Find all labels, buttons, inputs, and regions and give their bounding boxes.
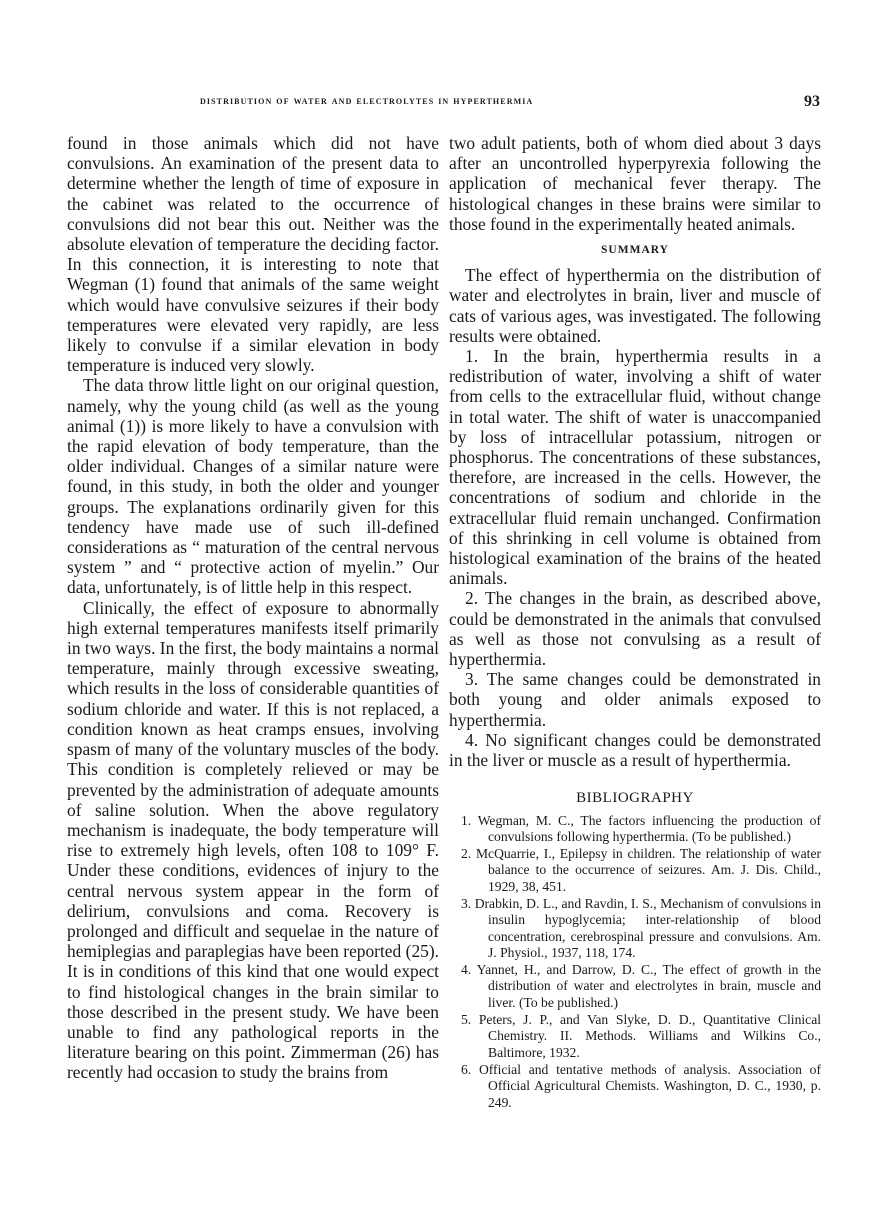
bibliography-entry: 4. Yannet, H., and Darrow, D. C., The effect of growth in the distribution of water and electrolytes in brain, muscle and liver. (To be published.) [461, 962, 821, 1010]
page-number: 93 [804, 93, 820, 110]
bibliography-entry: 3. Drabkin, D. L., and Ravdin, I. S., Mechanism of convulsions in insulin hypoglycemia; inter-relationship of blood concentration, cerebrospinal pressure and convulsions. Am. J. Physiol., 1937, 118, 174. [461, 895, 821, 960]
paragraph-clinical: Clinically, the effect of exposure to abnormally high external temperatures manifests itself primarily in two ways. In the first, the body maintains a normal temperature, mainly through excessive sweating, which results in the loss of considerable quantities of sodium chloride and water. If this is not replaced, a condition known as heat cramps ensues, involving spasm of many of the voluntary muscles of the body. This condition is completely relieved or may be prevented by the administration of adequate amounts of saline solution. When the above regulatory mechanism is inadequate, the body temperature will rise to extremely high levels, often 108 to 109° F. Under these conditions, evidences of injury to the central nervous system appear in the form of delirium, convulsions and coma. Recovery is prolonged and difficult and sequelae in the nature of hemiplegias and paraplegias have been reported (25). It is in conditions of this kind that one would expect to find histological changes in the brain similar to those described in the present study. We have been unable to find any pathological reports in the literature bearing on this point. Zimmerman (26) has recently had occasion to study the brains from [67, 597, 439, 1083]
summary-point: 2. The changes in the brain, as described above, could be demonstrated in the animals that convulsed as well as those not convulsing as a result of hyperthermia. [449, 588, 821, 670]
right-column [449, 133, 821, 1112]
bibliography-entry: 5. Peters, J. P., and Van Slyke, D. D., Quantitative Clinical Chemistry. II. Methods. Williams and Wilkins Co., Baltimore, 1932. [461, 1012, 821, 1060]
running-title: distribution of water and electrolytes in hyperthermia [200, 95, 534, 107]
paragraph-continuation-right: two adult patients, both of whom died about 3 days after an uncontrolled hyperpyrexia following the application of mechanical fever therapy. The histological changes in these brains were similar to those found in the experimentally heated animals. [449, 133, 821, 234]
bibliography-list [449, 813, 821, 1111]
summary-point: 3. The same changes could be demonstrated in both young and older animals exposed to hyperthermia. [449, 669, 821, 730]
summary-point: 1. In the brain, hyperthermia results in a redistribution of water, involving a shift of water from cells to the extracellular fluid, without change in total water. The shift of water is unaccompanied by loss of intracellular potassium, nitrogen or phosphorus. The concentrations of these substances, therefore, are increased in the cells. However, the concentrations of sodium and chloride in the extracellular fluid remain unchanged. Confirmation of this shrinking in cell volume is obtained from histological examination of the brains of the heated animals. [449, 346, 821, 589]
paragraph-discussion: The data throw little light on our original question, namely, why the young child (as well as the young animal (1)) is more likely to have a convulsion with the rapid elevation of body temperature, than the older individual. Changes of a similar nature were found, in this study, in both the older and younger groups. The explanations ordinarily given for this tendency have made use of such ill-defined considerations as “ maturation of the central nervous system ” and “ protective action of myelin.” Our data, unfortunately, is of little help in this respect. [67, 375, 439, 598]
bibliography-entry: 6. Official and tentative methods of analysis. Association of Official Agricultural Chemists. Washington, D. C., 1930, p. 249. [461, 1061, 821, 1110]
left-column [67, 133, 439, 1083]
summary-heading: SUMMARY [601, 244, 669, 257]
bibliography-entry: 1. Wegman, M. C., The factors influencing the production of convulsions following hyperthermia. (To be published.) [461, 812, 821, 844]
bibliography-entry: 2. McQuarrie, I., Epilepsy in children. The relationship of water balance to the occurrence of seizures. Am. J. Dis. Child., 1929, 38, 451. [461, 846, 821, 894]
running-head [200, 93, 820, 115]
summary-intro: The effect of hyperthermia on the distribution of water and electrolytes in brain, liver and muscle of cats of various ages, was investigated. The following results were obtained. [449, 265, 821, 346]
paragraph-continuation: found in those animals which did not have convulsions. An examination of the present data to determine whether the length of time of exposure in the cabinet was related to the occurrence of convulsions did not bear this out. Neither was the absolute elevation of temperature the deciding factor. In this connection, it is interesting to note that Wegman (1) found that animals of the same weight which would have convulsive seizures if their body temperatures were elevated very rapidly, are less likely to convulse if a similar elevation in body temperature is induced very slowly. [67, 133, 439, 376]
summary-point: 4. No significant changes could be demonstrated in the liver or muscle as a result of hyperthermia. [449, 729, 821, 771]
bibliography-heading: BIBLIOGRAPHY [576, 790, 694, 807]
